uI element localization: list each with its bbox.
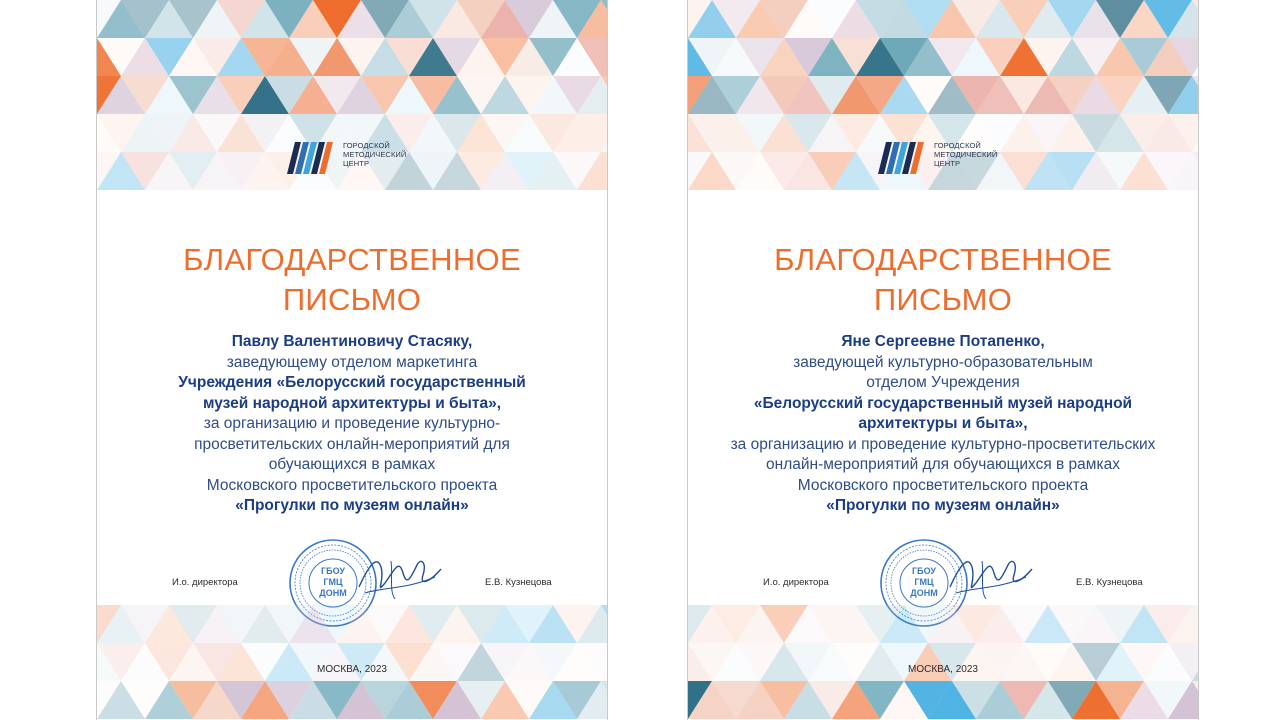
logo-line: ГОРОДСКОЙ [343, 141, 390, 150]
body-line: заведующему отделом маркетинга [226, 353, 478, 371]
body-line: «Прогулки по музеям онлайн» [826, 497, 1060, 514]
body-line: обучающихся в рамках [268, 456, 436, 473]
seal-line: ГМЦ [914, 577, 934, 587]
letter-card [97, 0, 607, 720]
footer-city-year: МОСКВА, 2023 [317, 664, 387, 675]
body-line: заведующей культурно-образовательным [793, 353, 1093, 371]
body-line: просветительских онлайн-мероприятий для [194, 435, 510, 453]
body-line: Учреждения «Белорусский государственный [178, 374, 526, 391]
title-line: БЛАГОДАРСТВЕННОЕ [183, 242, 521, 277]
body-line: онлайн-мероприятий для обучающихся в рамках [766, 456, 1120, 473]
signatory-title: И.о. директора [172, 577, 238, 588]
logo-mark-icon [287, 140, 337, 174]
logo-line: ГОРОДСКОЙ [934, 141, 981, 150]
letter-body [718, 332, 1168, 517]
body-line: «Белорусский государственный музей народной [753, 394, 1133, 412]
letter-body [127, 332, 577, 517]
handwritten-signature [355, 547, 445, 607]
title-line: ПИСЬМО [282, 282, 422, 317]
body-line: музей народной архитектуры и быта», [202, 394, 502, 412]
letter-title [688, 240, 1198, 320]
body-line: Павлу Валентиновичу Стасяку, [231, 333, 473, 350]
logo [878, 140, 1018, 176]
logo-line: ЦЕНТР [343, 159, 370, 168]
seal-line: ГБОУ [912, 566, 936, 576]
seal-line: ГБОУ [321, 566, 345, 576]
seal-line: ДОНМ [319, 588, 347, 598]
logo-text [934, 141, 997, 168]
triangle-pattern-bottom [97, 605, 607, 720]
signatory-name: Е.В. Кузнецова [1076, 577, 1143, 588]
triangle-pattern-bottom [688, 605, 1198, 720]
signatory-name: Е.В. Кузнецова [485, 577, 552, 588]
seal-line: ГМЦ [323, 577, 343, 587]
letter-card [688, 0, 1198, 720]
body-line: за организацию и проведение культурно-просветительских [730, 435, 1156, 453]
logo [287, 140, 427, 176]
body-line: Яне Сергеевне Потапенко, [841, 333, 1045, 350]
signatory-title: И.о. директора [763, 577, 829, 588]
logo-line: ЦЕНТР [934, 159, 961, 168]
title-line: ПИСЬМО [873, 282, 1013, 317]
logo-mark-icon [878, 140, 928, 174]
body-line: «Прогулки по музеям онлайн» [235, 497, 469, 514]
letter-title [97, 240, 607, 320]
body-line: отделом Учреждения [866, 374, 1020, 391]
body-line: архитектуры и быта», [858, 415, 1028, 432]
body-line: за организацию и проведение культурно- [203, 415, 501, 432]
logo-text [343, 141, 406, 168]
logo-line: МЕТОДИЧЕСКИЙ [343, 150, 407, 159]
logo-line: МЕТОДИЧЕСКИЙ [934, 150, 998, 159]
handwritten-signature [946, 547, 1036, 607]
title-line: БЛАГОДАРСТВЕННОЕ [774, 242, 1112, 277]
body-line: Московского просветительского проекта [206, 476, 498, 494]
footer-city-year: МОСКВА, 2023 [908, 664, 978, 675]
seal-line: ДОНМ [910, 588, 938, 598]
body-line: Московского просветительского проекта [797, 476, 1089, 494]
